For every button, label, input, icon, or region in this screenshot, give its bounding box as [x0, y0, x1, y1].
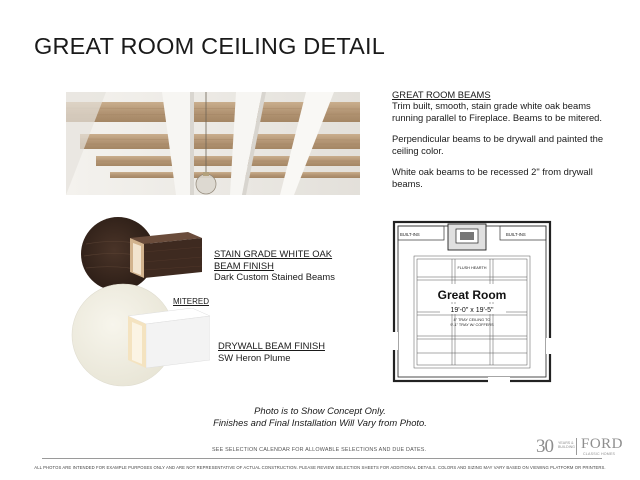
plan-room-name: Great Room	[437, 288, 507, 302]
concept-note	[0, 405, 640, 429]
plan-room-dimensions: 19'-0" x 19'-5"	[450, 307, 494, 314]
plan-hearth-label: FLUSH HEARTH	[457, 266, 487, 270]
drywall-finish-heading: DRYWALL BEAM FINISH	[218, 340, 325, 351]
brand-name: FORD	[581, 436, 624, 452]
great-room-beams-notes	[392, 89, 624, 200]
mitered-label: MITERED	[173, 297, 209, 306]
brand-years-number: 30	[536, 436, 553, 457]
ceiling-photo	[66, 92, 360, 195]
stain-finish-heading-1: STAIN GRADE WHITE OAK	[214, 248, 333, 259]
stain-finish-label	[214, 248, 335, 283]
drywall-beam-profile	[128, 308, 210, 370]
stain-beam-profile	[130, 232, 202, 280]
plan-builtin-left: BUILT-INS	[400, 232, 420, 237]
footer-divider	[42, 458, 602, 459]
ford-classic-homes-logo	[536, 436, 628, 458]
footer-disclaimer: ALL PHOTOS ARE INTENDED FOR EXAMPLE PURPOSES ONLY AND ARE NOT REPRESENTATIVE OF ACTUAL CONSTRUCTION. PLEASE REVIEW SELECTION SHEETS FOR ADDITIONAL DETAILS. COLORS AND SIZING MAY VARY BASED ON VIEWING PLATFORM OR PRINTERS.	[34, 465, 606, 470]
beams-heading: GREAT ROOM BEAMS	[392, 89, 491, 100]
beams-paragraph-1: Trim built, smooth, stain grade white oak beams running parallel to Fireplace. Beams to be mitered.	[392, 100, 603, 123]
plan-builtin-right: BUILT-INS	[506, 232, 526, 237]
page-title: GREAT ROOM CEILING DETAIL	[34, 33, 386, 59]
plan-ceiling-note-1: 8" TRAY CEILING TO	[453, 318, 491, 322]
drywall-finish-label	[218, 340, 325, 363]
plan-ceiling-note-2: 9'-1" TRAY W/ COFFERS	[450, 323, 494, 327]
brand-years-text: YEARS & BUILDING	[558, 441, 575, 449]
stain-finish-heading-2: BEAM FINISH	[214, 259, 274, 271]
concept-note-line-2: Finishes and Final Installation Will Vary from Photo.	[213, 417, 427, 428]
beams-paragraph-2: Perpendicular beams to be drywall and painted the ceiling color.	[392, 133, 604, 156]
beams-paragraph-3: White oak beams to be recessed 2" from drywall beams.	[392, 166, 593, 189]
stain-finish-color: Dark Custom Stained Beams	[214, 271, 335, 282]
concept-note-line-1: Photo is to Show Concept Only.	[254, 405, 386, 416]
brand-subtitle: CLASSIC HOMES	[583, 452, 616, 456]
great-room-floor-plan	[392, 220, 552, 383]
drywall-finish-color: SW Heron Plume	[218, 351, 291, 363]
selection-calendar-note: SEE SELECTION CALENDAR FOR ALLOWABLE SELECTIONS AND DUE DATES.	[212, 447, 427, 453]
brand-divider	[576, 438, 577, 455]
